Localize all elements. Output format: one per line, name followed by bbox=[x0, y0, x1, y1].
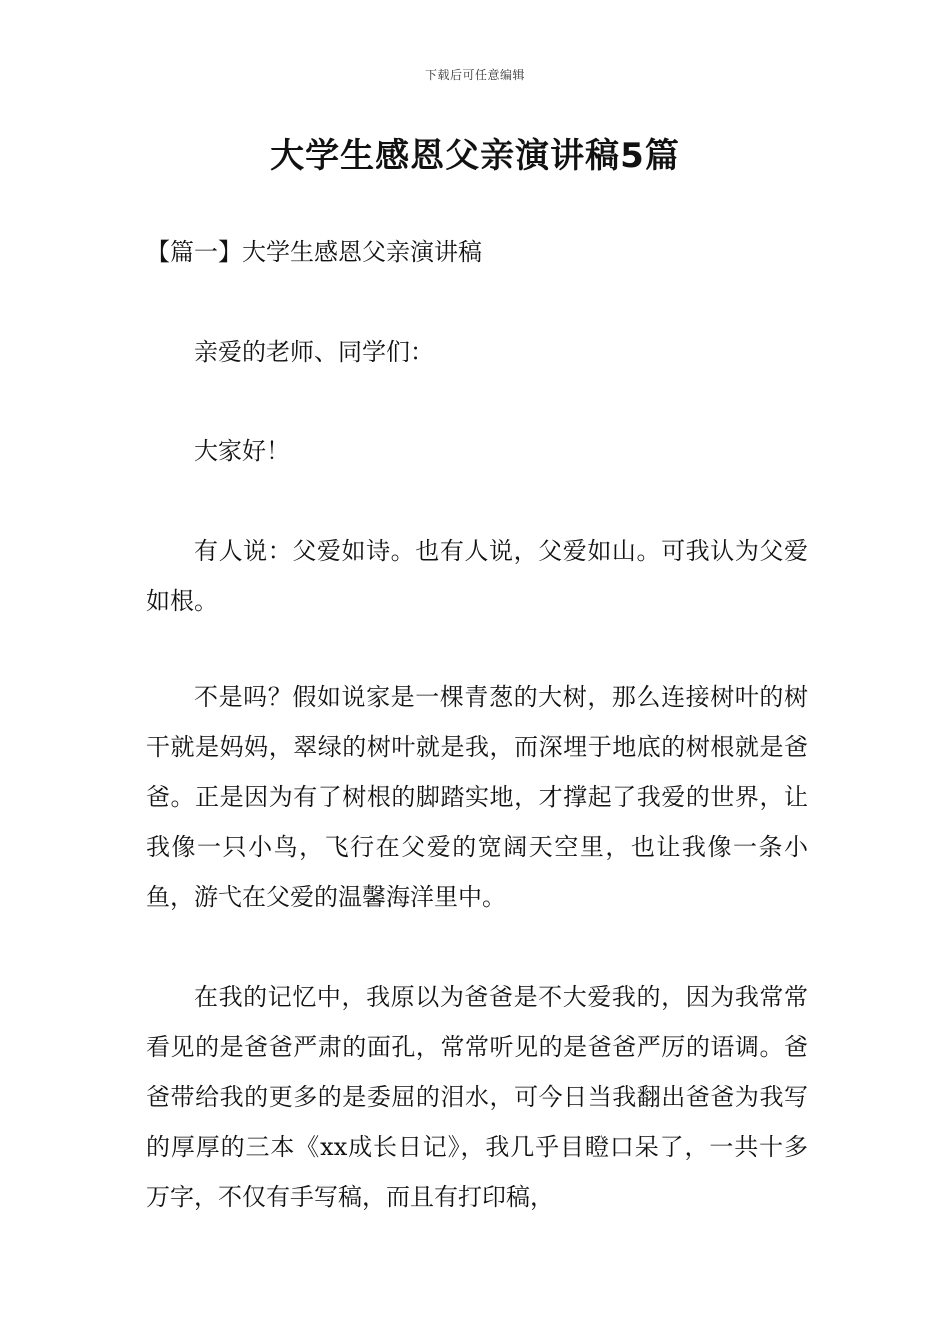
paragraph-salutation: 亲爱的老师、同学们： bbox=[194, 338, 434, 366]
paragraph-3: 在我的记忆中，我原以为爸爸是不大爱我的，因为我常常看见的是爸爸严肃的面孔，常常听见的是爸爸严厉的语调。爸爸带给我的更多的是委屈的泪水，可今日当我翻出爸爸为我写的厚厚的三本《xx成长日记》，我几乎目瞪口呆了，一共十多万字，不仅有手写稿，而且有打印稿， bbox=[146, 983, 808, 1211]
document-title: 大学生感恩父亲演讲稿5篇 bbox=[270, 136, 680, 176]
header-note: 下载后可任意编辑 bbox=[424, 68, 525, 82]
paragraph-2: 不是吗？假如说家是一棵青葱的大树，那么连接树叶的树干就是妈妈，翠绿的树叶就是我，而深埋于地底的树根就是爸爸。正是因为有了树根的脚踏实地，才撑起了我爱的世界，让我像一只小鸟，飞行在父爱的宽阔天空里，也让我像一条小鱼，游弋在父爱的温馨海洋里中。 bbox=[146, 683, 808, 911]
paragraph-1: 有人说：父爱如诗。也有人说，父爱如山。可我认为父爱如根。 bbox=[146, 537, 808, 615]
section-heading: 【篇一】大学生感恩父亲演讲稿 bbox=[146, 238, 482, 266]
paragraph-greeting: 大家好！ bbox=[194, 437, 290, 465]
